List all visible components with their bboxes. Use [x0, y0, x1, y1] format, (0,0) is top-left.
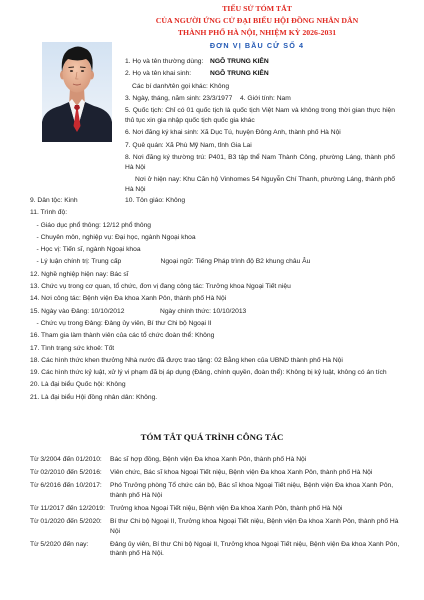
birth-name-row [125, 69, 395, 79]
title-line-2: CỦA NGƯỜI ỨNG CỬ ĐẠI BIỂU HỘI ĐỒNG NHÂN DÂN [155, 16, 359, 25]
career-period: Từ 11/2017 đến 12/2019: [30, 504, 106, 512]
party-position: - Chức vụ trong Đảng: Đảng ủy viên, Bí thư Chi bộ Ngoại II [36, 319, 212, 327]
gender: 4. Giới tính: Nam [240, 94, 291, 102]
common-name-value: NGÔ TRUNG KIÊN [210, 58, 269, 65]
education-professional: - Chuyên môn, nghiệp vụ: Đại học, ngành Ngoại khoa [36, 233, 196, 241]
title-line-3: THÀNH PHỐ HÀ NỘI, NHIỆM KỲ 2026-2031 [177, 28, 337, 37]
common-name-label: 1. Họ và tên thường dùng: [125, 58, 204, 65]
ethnicity: 9. Dân tộc: Kinh [30, 197, 78, 204]
career-period: Từ 5/2020 đến nay: [30, 540, 89, 548]
title-line-1: TIỂU SỬ TÓM TẮT [222, 4, 292, 13]
career-description: Bác sĩ hợp đồng, Bệnh viện Đa khoa Xanh Pôn, thành phố Hà Nội [110, 456, 307, 463]
career-list [30, 455, 402, 562]
organizations: 16. Tham gia làm thành viên của các tổ chức đoàn thể: Không [30, 332, 215, 340]
aliases: Các bí danh/tên gọi khác: Không [132, 82, 230, 90]
electoral-unit: ĐƠN VỊ BẦU CỬ SỐ 4 [209, 41, 305, 50]
career-entry [30, 540, 402, 560]
career-entry [30, 504, 402, 514]
career-entry [30, 481, 402, 501]
current-residence: Nơi ở hiện nay: Khu Căn hộ Vinhomes 54 Nguyễn Chí Thanh, phường Láng, thành phố Hà Nội [125, 175, 395, 193]
career-period: Từ 6/2016 đến 10/2017: [30, 481, 102, 489]
birth-registration: 6. Nơi đăng ký khai sinh: Xã Dục Tú, huyện Đông Anh, thành phố Hà Nội [125, 129, 341, 137]
ethnicity-religion-row [30, 196, 400, 206]
career-entry [30, 468, 402, 478]
date-of-birth: 3. Ngày, tháng, năm sinh: 23/3/1977 [125, 94, 233, 102]
education-heading: 11. Trình độ: [30, 209, 68, 217]
foreign-language: Ngoại ngữ: Tiếng Pháp trình độ B2 khung châu Âu [160, 258, 311, 266]
career-description: Đảng ủy viên, Bí thư Chi bộ Ngoại II, Trưởng khoa Ngoại Tiết niệu, Bệnh viện Đa khoa Xanh Pôn, thành phố Hà Nội. [110, 540, 400, 558]
party-dates-row [30, 307, 400, 317]
occupation: 12. Nghề nghiệp hiện nay: Bác sĩ [30, 270, 129, 278]
career-description: Phó Trưởng phòng Tổ chức cán bộ, Bác sĩ khoa Ngoại Tiết niệu, Bệnh viện Đa khoa Xanh Pôn, thành phố Hà Nội [110, 481, 394, 499]
document-title [120, 3, 394, 39]
political-theory: - Lý luận chính trị: Trung cấp [36, 258, 122, 266]
career-entry [30, 517, 402, 537]
personal-info-top [125, 57, 395, 197]
birth-name-value: NGÔ TRUNG KIÊN [210, 70, 269, 78]
common-name-row [125, 57, 395, 67]
hometown: 7. Quê quán: Xã Phù Mỹ Nam, tỉnh Gia Lai [125, 141, 252, 149]
candidate-photo [42, 42, 112, 142]
permanent-residence: 8. Nơi đăng ký thường trú: P401, B3 tập thể Nam Thành Công, phường Láng, thành phố Hà Nội [125, 153, 395, 171]
career-description: Viên chức, Bác sĩ khoa Ngoại Tiết niệu, Bệnh viện Đa khoa Xanh Pôn, thành phố Hà Nội [110, 468, 373, 476]
workplace: 14. Nơi công tác: Bệnh viện Đa khoa Xanh Pôn, thành phố Hà Nội [30, 295, 227, 303]
health-status: 17. Tình trạng sức khoẻ: Tốt [30, 344, 115, 352]
education-general: - Giáo dục phổ thông: 12/12 phổ thông [36, 221, 152, 229]
career-period: Từ 02/2010 đến 5/2016: [30, 468, 102, 476]
current-position: 13. Chức vụ trong cơ quan, tổ chức, đơn vị đang công tác: Trưởng khoa Ngoại Tiết niệu [30, 283, 291, 291]
dob-gender-row [125, 94, 395, 104]
career-description: Bí thư Chi bộ Ngoại II, Trưởng khoa Ngoại Tiết niệu, Bệnh viện Đa khoa Xanh Pôn, thành phố Hà Nội [110, 517, 399, 535]
peoples-council-delegate: 21. Là đại biểu Hội đồng nhân dân: Không. [30, 393, 158, 401]
political-language-row [30, 257, 400, 267]
career-period: Từ 01/2020 đến 5/2020: [30, 517, 102, 525]
party-join-date: 15. Ngày vào Đảng: 10/10/2012 [30, 307, 125, 315]
discipline: 19. Các hình thức kỷ luật, xử lý vi phạm đã bị áp dụng (Đảng, chính quyền, đoàn thể): Không bị kỷ luật, không có án tích [30, 369, 387, 377]
career-description: Trưởng khoa Ngoại Tiết niệu, Bệnh viện Đa khoa Xanh Pôn, thành phố Hà Nội [110, 504, 343, 512]
party-official-date: Ngày chính thức: 10/10/2013 [160, 307, 247, 315]
education-degree: - Học vị: Tiến sĩ, ngành Ngoại khoa [36, 246, 141, 254]
nationality: 5. Quốc tịch: Chỉ có 01 quốc tịch là quốc tịch Việt Nam và không trong thời gian thực hiện thủ tục xin gia nhập quốc tịch quốc gia khác [125, 107, 395, 124]
national-assembly-delegate: 20. Là đại biểu Quốc hội: Không [30, 381, 126, 389]
awards: 18. Các hình thức khen thưởng Nhà nước đã được trao tặng: 02 Bằng khen của UBND thành phố Hà Nội [30, 356, 343, 364]
career-period: Từ 3/2004 đến 01/2010: [30, 456, 102, 463]
career-entry [30, 455, 402, 465]
personal-info-bottom [30, 196, 400, 405]
religion: 10. Tôn giáo: Không [125, 197, 186, 204]
career-heading: TÓM TẮT QUÁ TRÌNH CÔNG TÁC [140, 432, 284, 442]
birth-name-label: 2. Họ và tên khai sinh: [125, 70, 192, 78]
